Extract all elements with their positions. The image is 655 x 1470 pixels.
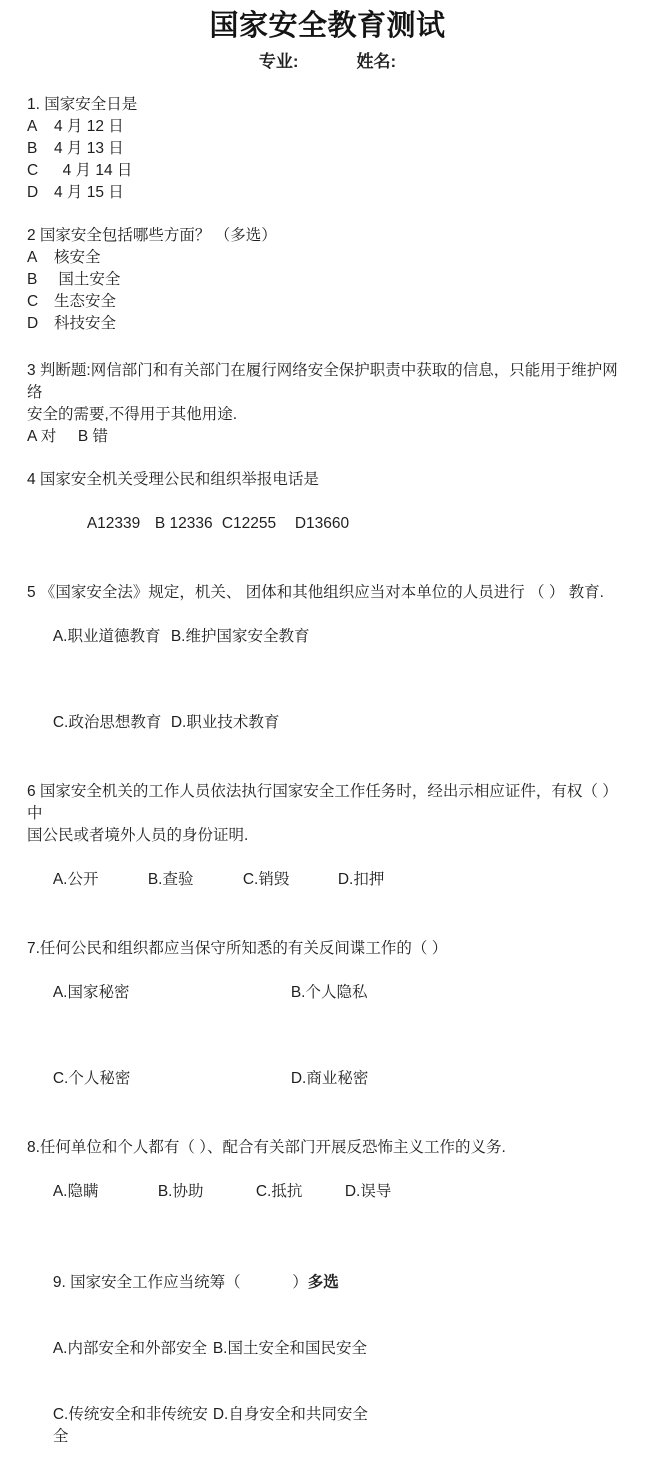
question-1-option-b xyxy=(27,138,628,160)
option-d: D.扣押 xyxy=(337,871,385,888)
question-5 xyxy=(27,582,628,756)
question-9-stem: 9. 国家安全工作应当统筹（ ） xyxy=(52,1274,308,1291)
option-b: B.国土安全和国民安全 xyxy=(212,1340,367,1357)
option-d: D.职业技术教育 xyxy=(170,714,280,731)
question-9-text xyxy=(27,1250,628,1316)
option-text: 生态安全 xyxy=(54,293,117,310)
option-text: 科技安全 xyxy=(54,315,117,332)
option-letter: C xyxy=(27,293,39,310)
question-2 xyxy=(27,225,628,335)
option-b: B 12336 xyxy=(154,515,213,532)
question-8 xyxy=(27,1137,628,1225)
option-d: D.商业秘密 xyxy=(290,1070,369,1087)
option-text: 国土安全 xyxy=(54,271,121,288)
question-1 xyxy=(27,94,628,204)
option-letter: A xyxy=(27,118,38,135)
question-1-option-a xyxy=(27,116,628,138)
option-b: B.个人隐私 xyxy=(290,984,368,1001)
option-letter: B xyxy=(27,140,38,157)
question-6 xyxy=(27,781,628,913)
question-7 xyxy=(27,938,628,1112)
option-a: A.公开 xyxy=(52,871,99,888)
question-1-option-c xyxy=(27,160,628,182)
header-fields xyxy=(27,50,628,73)
option-text: 4 月 14 日 xyxy=(54,162,133,179)
option-d: D.自身安全和共同安全 xyxy=(212,1406,368,1423)
option-c: C.销毁 xyxy=(242,871,290,888)
question-2-text: 2 国家安全包括哪些方面？ （多选） xyxy=(27,227,277,244)
option-letter: A xyxy=(27,249,38,266)
question-3-text-line2: 安全的需要,不得用于其他用途. xyxy=(27,406,238,423)
question-5-options-row2 xyxy=(27,690,628,756)
question-4-text: 4 国家安全机关受理公民和组织举报电话是 xyxy=(27,471,319,488)
question-7-text: 7.任何公民和组织都应当保守所知悉的有关反间谍工作的（ ） xyxy=(27,940,448,957)
option-b: B.查验 xyxy=(147,871,194,888)
option-text: 4 月 15 日 xyxy=(54,184,124,201)
question-2-option-b xyxy=(27,269,628,291)
question-9-options-row1 xyxy=(27,1316,628,1382)
option-b: B.协助 xyxy=(157,1183,204,1200)
question-8-options xyxy=(27,1159,628,1225)
question-1-option-d xyxy=(27,182,628,204)
question-7-options-row2 xyxy=(27,1046,628,1112)
question-5-options-row1 xyxy=(27,604,628,670)
option-c: C.个人秘密 xyxy=(52,1070,131,1087)
option-text: 4 月 13 日 xyxy=(54,140,124,157)
option-c: C12255 xyxy=(221,515,277,532)
option-text: 4 月 12 日 xyxy=(54,118,124,135)
option-b: B.维护国家安全教育 xyxy=(170,628,310,645)
option-c: C.抵抗 xyxy=(255,1183,303,1200)
question-1-text: 1. 国家安全日是 xyxy=(27,96,138,113)
option-c: C.传统安全和非传统安全 xyxy=(52,1406,208,1445)
option-a: A.国家秘密 xyxy=(52,984,130,1001)
question-9-multi-select-flag: 多选 xyxy=(307,1274,339,1291)
option-letter: C xyxy=(27,162,39,179)
page-title: 国家安全教育测试 xyxy=(209,10,446,42)
question-6-text-line2: 国公民或者境外人员的身份证明. xyxy=(27,827,249,844)
question-6-options xyxy=(27,847,628,913)
option-a: A.隐瞒 xyxy=(52,1183,99,1200)
question-4 xyxy=(27,469,628,557)
option-letter: D xyxy=(27,184,39,201)
question-7-options-row1 xyxy=(27,960,628,1026)
option-letter: D xyxy=(27,315,39,332)
option-a: A.内部安全和外部安全 xyxy=(52,1340,207,1357)
option-a: A12339 xyxy=(86,515,141,532)
option-c: C.政治思想教育 xyxy=(52,714,162,731)
question-2-option-d xyxy=(27,313,628,335)
option-a: A.职业道德教育 xyxy=(52,628,161,645)
option-d: D.误导 xyxy=(344,1183,392,1200)
question-2-option-c xyxy=(27,291,628,313)
option-d: D13660 xyxy=(294,515,350,532)
major-label: 专业: xyxy=(258,52,299,71)
question-5-text: 5 《国家安全法》规定，机关、 团体和其他组织应当对本单位的人员进行 （ ） 教育. xyxy=(27,584,604,601)
option-text: 核安全 xyxy=(54,249,101,266)
question-3 xyxy=(27,360,628,448)
option-letter: B xyxy=(27,271,38,288)
question-9-options-row2 xyxy=(27,1382,628,1470)
question-3-text-line1: 3 判断题:网信部门和有关部门在履行网络安全保护职责中获取的信息，只能用于维护网络 xyxy=(27,362,618,401)
question-3-answers: A 对 B 错 xyxy=(27,428,108,445)
question-9 xyxy=(27,1250,628,1470)
question-6-text-line1: 6 国家安全机关的工作人员依法执行国家安全工作任务时，经出示相应证件，有权（ ）中 xyxy=(27,783,618,822)
question-2-option-a xyxy=(27,247,628,269)
question-8-text: 8.任何单位和个人都有（ ）、配合有关部门开展反恐怖主义工作的义务. xyxy=(27,1139,506,1156)
name-label: 姓名: xyxy=(356,52,397,71)
question-4-options xyxy=(27,491,628,557)
